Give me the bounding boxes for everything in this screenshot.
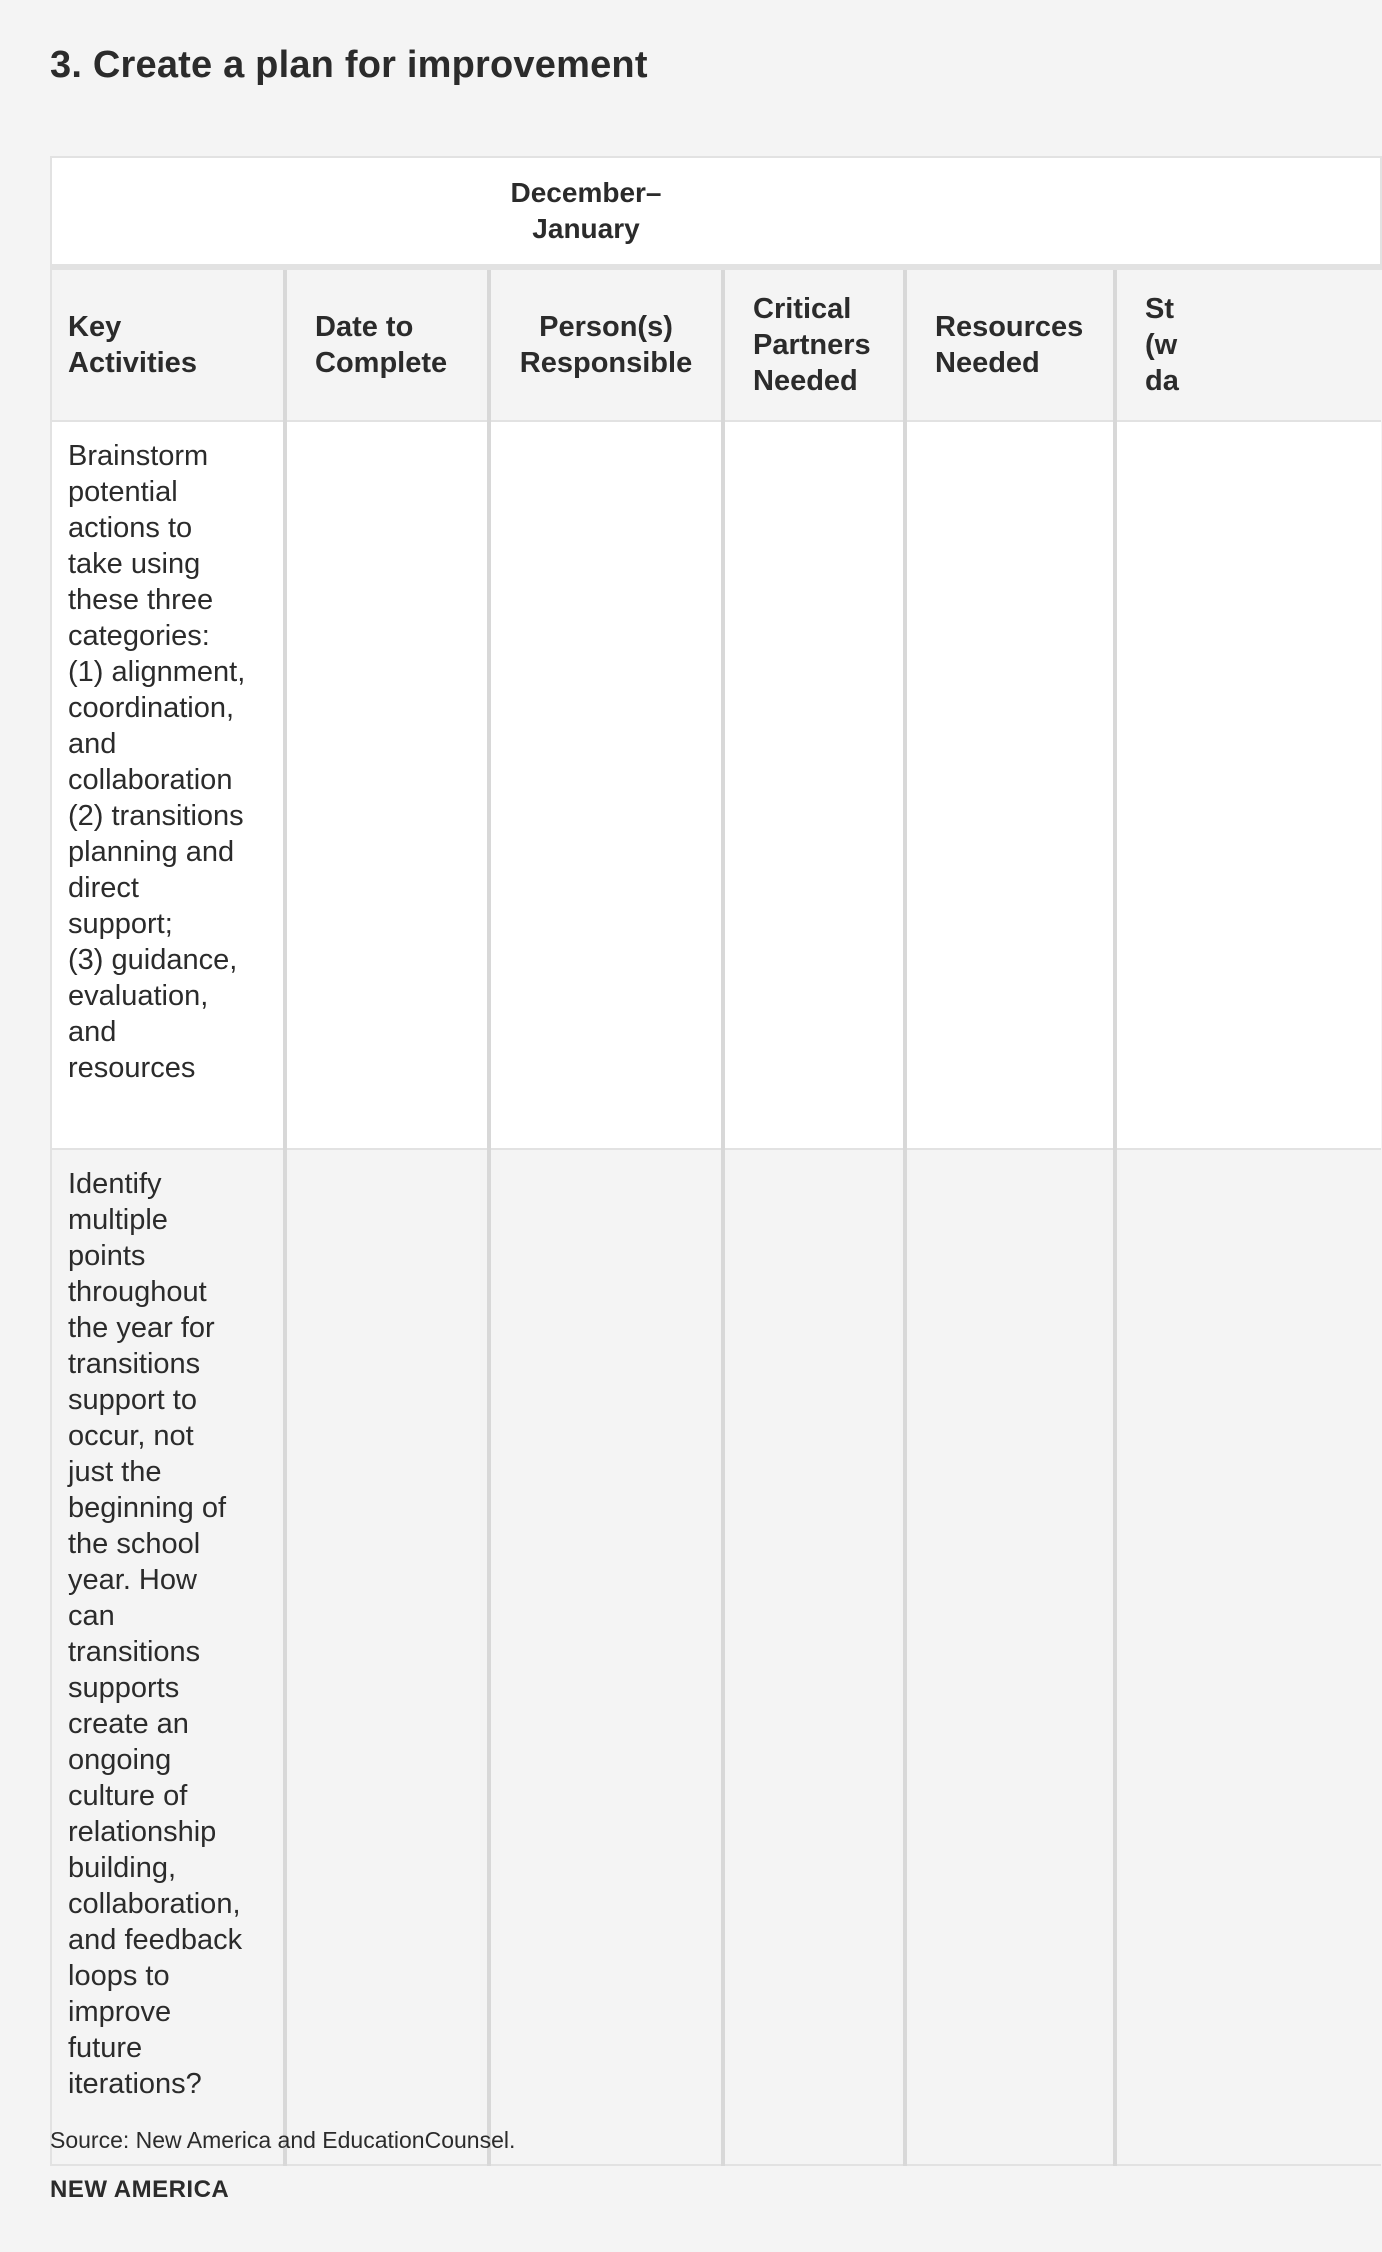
column-header-date-to-complete: Date to Complete <box>285 267 489 421</box>
resources-cell <box>905 1149 1115 2165</box>
plan-table <box>50 156 1382 2166</box>
truncated-cell <box>1115 1149 1381 2165</box>
improvement-plan-table <box>50 156 1179 2100</box>
responsible-cell <box>489 1149 723 2165</box>
partners-cell <box>723 421 905 1149</box>
page-title: 3. Create a plan for improvement <box>50 44 648 86</box>
group-header-label: December– January <box>510 177 662 244</box>
column-header-persons-responsible: Person(s) Responsible <box>489 267 723 421</box>
table-row <box>51 421 1381 1149</box>
responsible-cell <box>489 421 723 1149</box>
brand-logo-text: NEW AMERICA <box>50 2176 230 2203</box>
partners-cell <box>723 1149 905 2165</box>
column-header-truncated: St (w da <box>1115 267 1381 421</box>
activity-cell: Brainstorm potential actions to take using these three categories: (1) alignment, coordination, and collaboration (2) transitions planning and direct support; (3) guidance, evaluation, and resources <box>51 421 285 1149</box>
activity-cell: Identify multiple points throughout the year for transitions support to occur, not just the beginning of the school year. How can transitions supports create an ongoing culture of relationship building, collaboration, and feedback loops to improve future iterations? <box>51 1149 285 2165</box>
resources-cell <box>905 421 1115 1149</box>
column-header-critical-partners: Critical Partners Needed <box>723 267 905 421</box>
column-header-key-activities: Key Activities <box>51 267 285 421</box>
date-cell <box>285 1149 489 2165</box>
truncated-cell <box>1115 421 1381 1149</box>
date-cell <box>285 421 489 1149</box>
column-header-resources-needed: Resources Needed <box>905 267 1115 421</box>
group-header <box>51 157 1381 267</box>
source-note: Source: New America and EducationCounsel. <box>50 2127 516 2153</box>
table-row <box>51 1149 1381 2165</box>
